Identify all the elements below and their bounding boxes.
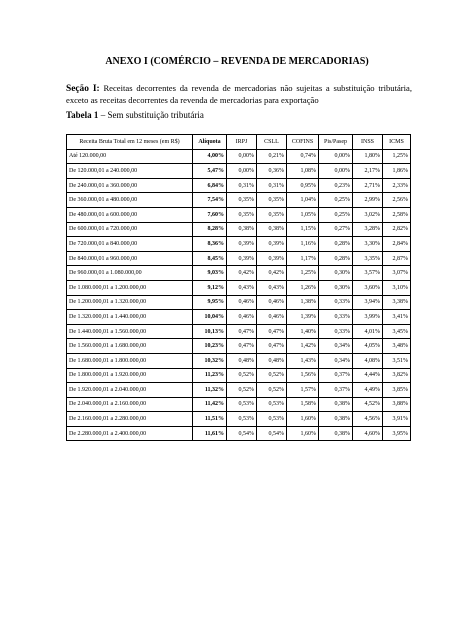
cell-pis-pasep: 0,28% — [319, 251, 353, 266]
cell-icms: 2,84% — [383, 237, 411, 252]
cell-icms: 3,82% — [383, 368, 411, 383]
cell-cofins: 1,58% — [287, 397, 319, 412]
table-header-row — [67, 135, 411, 150]
cell-csll: 0,43% — [257, 280, 287, 295]
cell-pis-pasep: 0,38% — [319, 412, 353, 427]
cell-pis-pasep: 0,34% — [319, 353, 353, 368]
cell-faixa: De 240.000,01 a 360.000,00 — [67, 178, 193, 193]
cell-inss: 4,56% — [353, 412, 383, 427]
cell-irpj: 0,00% — [227, 164, 257, 179]
cell-irpj: 0,54% — [227, 426, 257, 441]
cell-faixa: De 360.000,01 a 480.000,00 — [67, 193, 193, 208]
cell-icms: 3,85% — [383, 383, 411, 398]
table-row — [67, 295, 411, 310]
header-irpj: IRPJ — [227, 135, 257, 150]
table-caption — [66, 110, 204, 120]
cell-icms: 3,07% — [383, 266, 411, 281]
cell-faixa: De 1.080.000,01 a 1.200.000,00 — [67, 280, 193, 295]
cell-cofins: 1,15% — [287, 222, 319, 237]
cell-aliquota: 8,28% — [193, 222, 227, 237]
cell-csll: 0,38% — [257, 222, 287, 237]
table-row — [67, 280, 411, 295]
cell-csll: 0,54% — [257, 426, 287, 441]
cell-inss: 3,02% — [353, 207, 383, 222]
cell-irpj: 0,52% — [227, 368, 257, 383]
cell-pis-pasep: 0,37% — [319, 383, 353, 398]
cell-irpj: 0,38% — [227, 222, 257, 237]
cell-aliquota: 10,13% — [193, 324, 227, 339]
cell-aliquota: 10,04% — [193, 310, 227, 325]
cell-csll: 0,52% — [257, 383, 287, 398]
cell-csll: 0,42% — [257, 266, 287, 281]
cell-faixa: De 2.160.000,01 a 2.280.000,00 — [67, 412, 193, 427]
cell-pis-pasep: 0,38% — [319, 397, 353, 412]
table-caption-label: Tabela 1 — [66, 110, 99, 120]
header-inss: INSS — [353, 135, 383, 150]
cell-icms: 3,38% — [383, 295, 411, 310]
section-paragraph — [66, 83, 412, 106]
cell-inss: 3,99% — [353, 310, 383, 325]
cell-pis-pasep: 0,33% — [319, 310, 353, 325]
table-row — [67, 339, 411, 354]
cell-irpj: 0,53% — [227, 412, 257, 427]
header-cofins: COFINS — [287, 135, 319, 150]
cell-pis-pasep: 0,25% — [319, 207, 353, 222]
cell-csll: 0,47% — [257, 339, 287, 354]
cell-inss: 4,52% — [353, 397, 383, 412]
cell-icms: 2,82% — [383, 222, 411, 237]
header-receita: Receita Bruta Total em 12 meses (em R$) — [67, 135, 193, 150]
cell-cofins: 1,25% — [287, 266, 319, 281]
header-aliquota: Alíquota — [193, 135, 227, 150]
cell-cofins: 1,16% — [287, 237, 319, 252]
cell-aliquota: 5,47% — [193, 164, 227, 179]
cell-irpj: 0,53% — [227, 397, 257, 412]
cell-inss: 3,30% — [353, 237, 383, 252]
cell-icms: 2,87% — [383, 251, 411, 266]
table-row — [67, 193, 411, 208]
cell-faixa: De 1.920.000,01 a 2.040.000,00 — [67, 383, 193, 398]
cell-pis-pasep: 0,30% — [319, 266, 353, 281]
cell-cofins: 1,57% — [287, 383, 319, 398]
cell-inss: 1,80% — [353, 149, 383, 164]
cell-faixa: De 1.680.000,01 a 1.800.000,00 — [67, 353, 193, 368]
cell-irpj: 0,43% — [227, 280, 257, 295]
cell-csll: 0,53% — [257, 397, 287, 412]
cell-pis-pasep: 0,00% — [319, 164, 353, 179]
cell-faixa: De 600.000,01 a 720.000,00 — [67, 222, 193, 237]
cell-faixa: De 2.280.000,01 a 2.400.000,00 — [67, 426, 193, 441]
cell-cofins: 1,40% — [287, 324, 319, 339]
table-row — [67, 368, 411, 383]
cell-faixa: De 2.040.000,01 a 2.160.000,00 — [67, 397, 193, 412]
cell-icms: 3,95% — [383, 426, 411, 441]
cell-cofins: 1,60% — [287, 412, 319, 427]
cell-cofins: 0,95% — [287, 178, 319, 193]
cell-irpj: 0,35% — [227, 207, 257, 222]
cell-cofins: 1,38% — [287, 295, 319, 310]
cell-pis-pasep: 0,25% — [319, 193, 353, 208]
table-row — [67, 324, 411, 339]
cell-csll: 0,31% — [257, 178, 287, 193]
cell-irpj: 0,39% — [227, 251, 257, 266]
table-row — [67, 266, 411, 281]
cell-inss: 4,08% — [353, 353, 383, 368]
cell-faixa: Até 120.000,00 — [67, 149, 193, 164]
cell-aliquota: 11,51% — [193, 412, 227, 427]
cell-cofins: 1,42% — [287, 339, 319, 354]
cell-pis-pasep: 0,38% — [319, 426, 353, 441]
table-row — [67, 149, 411, 164]
cell-inss: 2,71% — [353, 178, 383, 193]
cell-cofins: 1,05% — [287, 207, 319, 222]
header-pis-pasep: Pis/Pasep — [319, 135, 353, 150]
cell-icms: 1,86% — [383, 164, 411, 179]
cell-csll: 0,39% — [257, 237, 287, 252]
cell-faixa: De 1.800.000,01 a 1.920.000,00 — [67, 368, 193, 383]
cell-icms: 3,91% — [383, 412, 411, 427]
cell-cofins: 1,26% — [287, 280, 319, 295]
cell-irpj: 0,46% — [227, 295, 257, 310]
table-row — [67, 397, 411, 412]
cell-aliquota: 6,84% — [193, 178, 227, 193]
cell-faixa: De 720.000,01 a 840.000,00 — [67, 237, 193, 252]
table-row — [67, 164, 411, 179]
cell-inss: 3,28% — [353, 222, 383, 237]
cell-faixa: De 120.000,01 a 240.000,00 — [67, 164, 193, 179]
cell-inss: 3,60% — [353, 280, 383, 295]
cell-csll: 0,47% — [257, 324, 287, 339]
cell-faixa: De 480.000,01 a 600.000,00 — [67, 207, 193, 222]
cell-faixa: De 1.560.000,01 a 1.680.000,00 — [67, 339, 193, 354]
cell-icms: 3,41% — [383, 310, 411, 325]
header-icms: ICMS — [383, 135, 411, 150]
cell-aliquota: 4,00% — [193, 149, 227, 164]
cell-aliquota: 11,23% — [193, 368, 227, 383]
cell-inss: 3,35% — [353, 251, 383, 266]
cell-inss: 4,49% — [353, 383, 383, 398]
cell-csll: 0,39% — [257, 251, 287, 266]
cell-irpj: 0,39% — [227, 237, 257, 252]
cell-faixa: De 1.200.000,01 a 1.320.000,00 — [67, 295, 193, 310]
cell-inss: 4,01% — [353, 324, 383, 339]
cell-aliquota: 11,42% — [193, 397, 227, 412]
section-label: Seção I: — [66, 84, 100, 94]
cell-aliquota: 10,32% — [193, 353, 227, 368]
cell-csll: 0,46% — [257, 310, 287, 325]
cell-cofins: 1,04% — [287, 193, 319, 208]
table-row — [67, 237, 411, 252]
cell-aliquota: 11,61% — [193, 426, 227, 441]
cell-aliquota: 8,36% — [193, 237, 227, 252]
cell-irpj: 0,47% — [227, 324, 257, 339]
cell-pis-pasep: 0,23% — [319, 178, 353, 193]
cell-aliquota: 11,32% — [193, 383, 227, 398]
cell-aliquota: 10,23% — [193, 339, 227, 354]
cell-irpj: 0,42% — [227, 266, 257, 281]
cell-faixa: De 1.320.000,01 a 1.440.000,00 — [67, 310, 193, 325]
cell-cofins: 1,60% — [287, 426, 319, 441]
cell-aliquota: 7,54% — [193, 193, 227, 208]
cell-cofins: 1,56% — [287, 368, 319, 383]
cell-faixa: De 960.000,01 a 1.080.000,00 — [67, 266, 193, 281]
cell-csll: 0,52% — [257, 368, 287, 383]
cell-pis-pasep: 0,00% — [319, 149, 353, 164]
table-row — [67, 353, 411, 368]
cell-icms: 3,51% — [383, 353, 411, 368]
cell-irpj: 0,52% — [227, 383, 257, 398]
cell-inss: 3,94% — [353, 295, 383, 310]
cell-irpj: 0,00% — [227, 149, 257, 164]
cell-cofins: 1,43% — [287, 353, 319, 368]
cell-inss: 2,17% — [353, 164, 383, 179]
document-title: ANEXO I (COMÉRCIO – REVENDA DE MERCADORIAS) — [105, 56, 369, 67]
cell-csll: 0,35% — [257, 207, 287, 222]
table-caption-text: – Sem substituição tributária — [98, 110, 204, 120]
cell-pis-pasep: 0,33% — [319, 295, 353, 310]
cell-inss: 4,60% — [353, 426, 383, 441]
cell-irpj: 0,47% — [227, 339, 257, 354]
cell-cofins: 1,17% — [287, 251, 319, 266]
cell-faixa: De 1.440.000,01 a 1.560.000,00 — [67, 324, 193, 339]
cell-aliquota: 9,12% — [193, 280, 227, 295]
table-row — [67, 412, 411, 427]
cell-pis-pasep: 0,33% — [319, 324, 353, 339]
table-row — [67, 426, 411, 441]
cell-icms: 2,56% — [383, 193, 411, 208]
cell-cofins: 1,39% — [287, 310, 319, 325]
cell-csll: 0,53% — [257, 412, 287, 427]
cell-icms: 1,25% — [383, 149, 411, 164]
cell-pis-pasep: 0,28% — [319, 237, 353, 252]
section-text: Receitas decorrentes da revenda de mercadorias não sujeitas a substituição tributária, exceto as receitas decorrentes da revenda de mercadorias para exportação — [66, 83, 412, 105]
cell-aliquota: 8,45% — [193, 251, 227, 266]
cell-csll: 0,36% — [257, 164, 287, 179]
cell-irpj: 0,48% — [227, 353, 257, 368]
cell-csll: 0,46% — [257, 295, 287, 310]
cell-faixa: De 840.000,01 a 960.000,00 — [67, 251, 193, 266]
cell-inss: 4,44% — [353, 368, 383, 383]
table-row — [67, 251, 411, 266]
table-row — [67, 222, 411, 237]
cell-irpj: 0,31% — [227, 178, 257, 193]
cell-cofins: 1,08% — [287, 164, 319, 179]
cell-pis-pasep: 0,30% — [319, 280, 353, 295]
header-csll: CSLL — [257, 135, 287, 150]
cell-aliquota: 9,95% — [193, 295, 227, 310]
cell-pis-pasep: 0,27% — [319, 222, 353, 237]
table-row — [67, 383, 411, 398]
cell-icms: 3,88% — [383, 397, 411, 412]
cell-inss: 4,05% — [353, 339, 383, 354]
cell-cofins: 0,74% — [287, 149, 319, 164]
cell-irpj: 0,35% — [227, 193, 257, 208]
cell-icms: 3,10% — [383, 280, 411, 295]
cell-csll: 0,35% — [257, 193, 287, 208]
cell-pis-pasep: 0,34% — [319, 339, 353, 354]
cell-pis-pasep: 0,37% — [319, 368, 353, 383]
cell-csll: 0,48% — [257, 353, 287, 368]
cell-inss: 3,57% — [353, 266, 383, 281]
table-row — [67, 310, 411, 325]
cell-icms: 2,58% — [383, 207, 411, 222]
cell-aliquota: 7,60% — [193, 207, 227, 222]
table-row — [67, 207, 411, 222]
tax-rate-table — [66, 134, 411, 441]
cell-aliquota: 9,03% — [193, 266, 227, 281]
table-row — [67, 178, 411, 193]
cell-icms: 3,45% — [383, 324, 411, 339]
cell-csll: 0,21% — [257, 149, 287, 164]
cell-irpj: 0,46% — [227, 310, 257, 325]
cell-inss: 2,99% — [353, 193, 383, 208]
cell-icms: 2,33% — [383, 178, 411, 193]
cell-icms: 3,48% — [383, 339, 411, 354]
